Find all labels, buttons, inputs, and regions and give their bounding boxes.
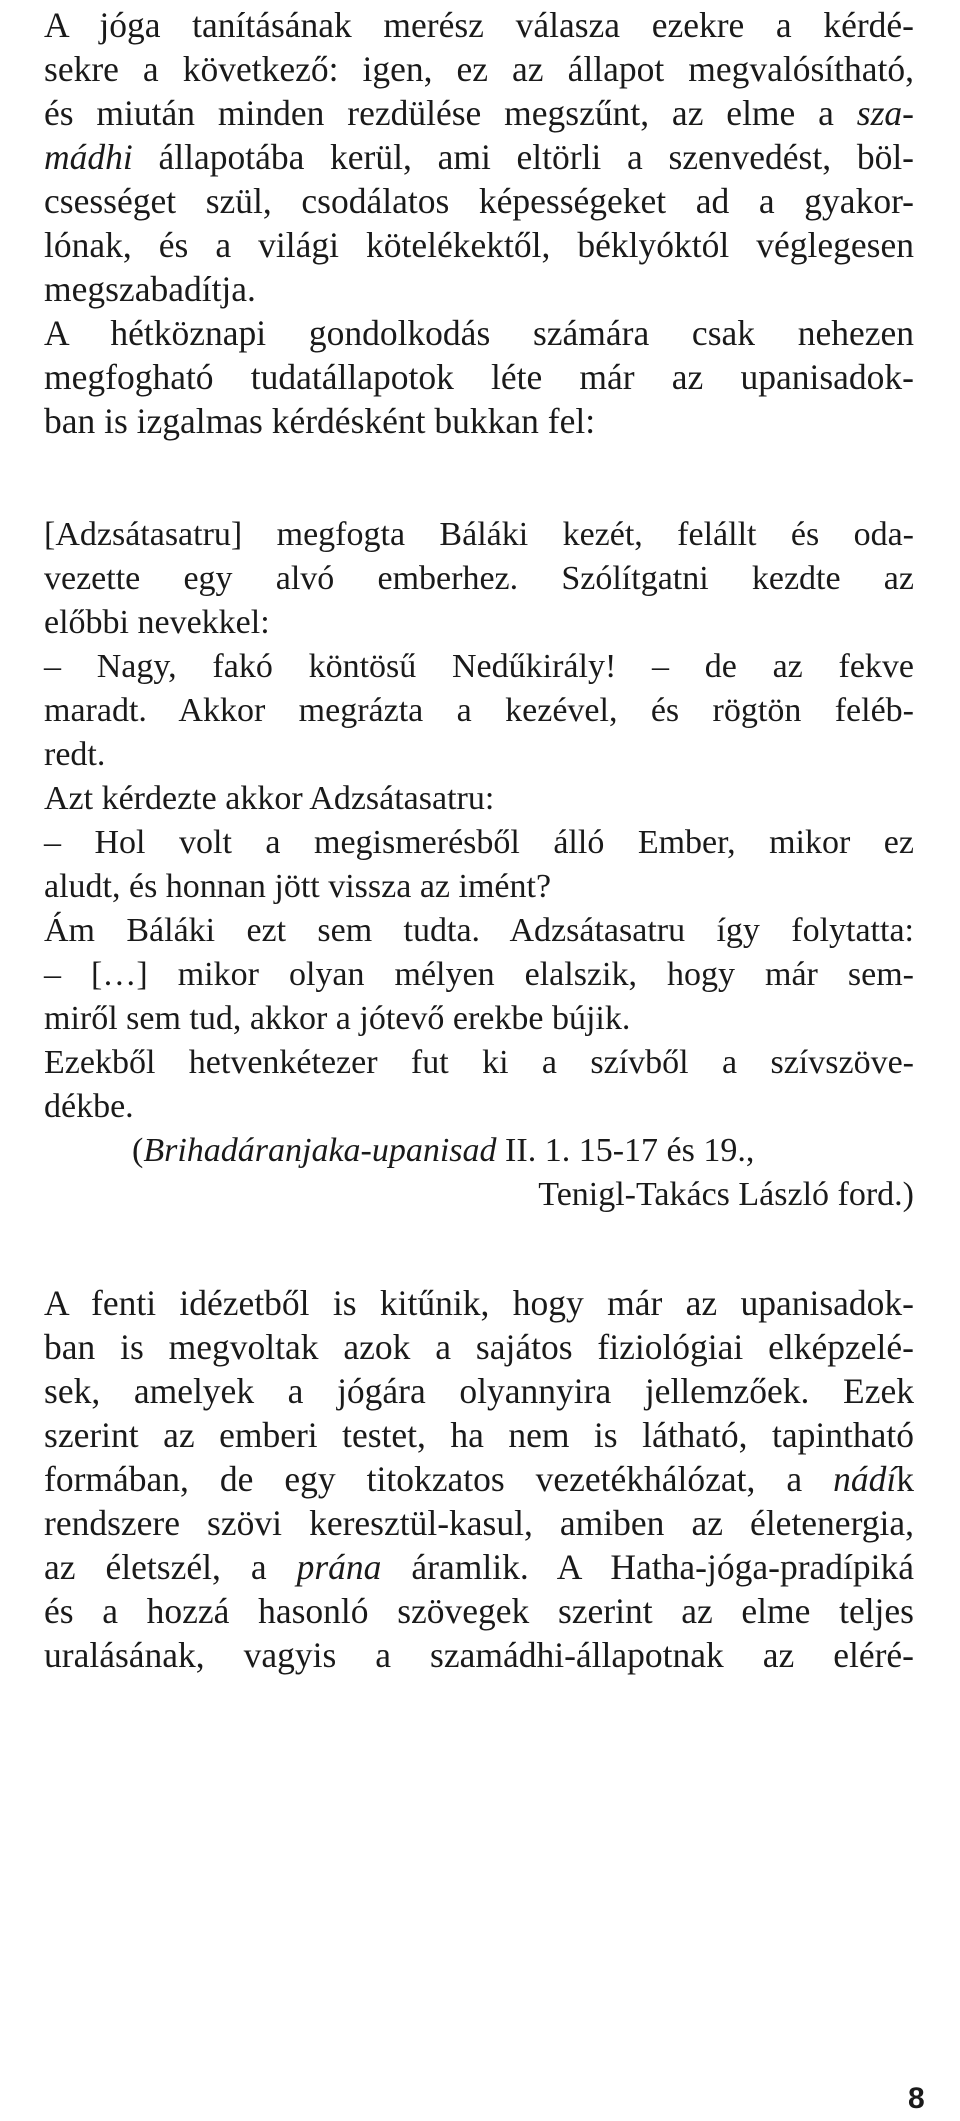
text-line: csességet szül, csodálatos képességeket ad a gyakor- [44,181,914,221]
citation-title: Brihadáranjaka-upanisad [143,1132,497,1169]
text-line: A hétköznapi gondolkodás számára csak nehezen [44,313,914,353]
text-line: megfogható tudatállapotok léte már az upanisadok- [44,357,914,397]
text-line: szerint az emberi testet, ha nem is látható, tapintható [44,1415,914,1455]
quote-line: redt. [44,736,106,773]
italic-term: mádhi [44,137,133,177]
text-line: sekre a következő: igen, ez az állapot megvalósítható, [44,49,914,89]
quote-line: miről sem tud, akkor a jótevő erekbe bújik. [44,1000,631,1037]
quote-line: előbbi nevekkel: [44,604,270,641]
text-line: A jóga tanításának merész válasza ezekre a kérdé- [44,5,914,45]
quote-line: maradt. Akkor megrázta a kezével, és rögtön feléb- [44,692,914,729]
page-number: 8 [908,2082,925,2115]
text-span: és miután minden rezdülése megszűnt, az elme a [44,93,834,133]
quote-line: Ám Báláki ezt sem tudta. Adzsátasatru így folytatta: [44,912,914,949]
text-line: és a hozzá hasonló szövegek szerint az elme teljes [44,1591,914,1631]
text-span: állapotába kerül, ami eltörli a szenvedést, böl- [158,137,915,177]
citation-open: ( [132,1132,144,1169]
quote-line: – […] mikor olyan mélyen elalszik, hogy már sem- [44,956,914,993]
quote-line: [Adzsátasatru] megfogta Báláki kezét, felállt és oda- [44,516,914,553]
italic-term: prána [296,1547,382,1587]
text-line: rendszere szövi keresztül-kasul, amiben az életenergia, [44,1503,914,1543]
text-line: lónak, és a világi kötelékektől, béklyóktól véglegesen [44,225,914,265]
text-span: k [896,1459,914,1499]
text-line: sek, amelyek a jógára olyannyira jellemzőek. Ezek [44,1371,914,1411]
text-span: áramlik. A Hatha-jóga-pradípiká [411,1547,915,1587]
italic-term: nádí [833,1459,897,1499]
quote-line: Azt kérdezte akkor Adzsátasatru: [44,780,495,817]
text-line: A fenti idézetből is kitűnik, hogy már az upanisadok- [44,1283,914,1323]
text-span: formában, de egy titokzatos vezetékhálózat, a [44,1459,803,1499]
quote-line: Ezekből hetvenkétezer fut ki a szívből a szívszöve- [44,1044,914,1081]
quote-line: aludt, és honnan jött vissza az imént? [44,868,552,905]
quote-line: dékbe. [44,1088,134,1125]
text-line: ban is megvoltak azok a sajátos fiziológiai elképzelé- [44,1327,914,1367]
text-span: az életszél, a [44,1547,267,1587]
quote-line: – Hol volt a megismerésből álló Ember, mikor ez [44,824,914,861]
citation-translator: Tenigl-Takács László ford.) [538,1176,914,1213]
italic-term: sza- [856,93,914,133]
citation-ref: II. 1. 15-17 és 19., [496,1132,755,1169]
text-line: ban is izgalmas kérdésként bukkan fel: [44,401,596,441]
quote-line: – Nagy, fakó köntösű Nedűkirály! – de az fekve [44,648,914,685]
quote-line: vezette egy alvó emberhez. Szólítgatni kezdte az [44,560,914,597]
text-line: uralásának, vagyis a szamádhi-állapotnak az eléré- [44,1635,914,1675]
text-line: megszabadítja. [44,269,256,309]
